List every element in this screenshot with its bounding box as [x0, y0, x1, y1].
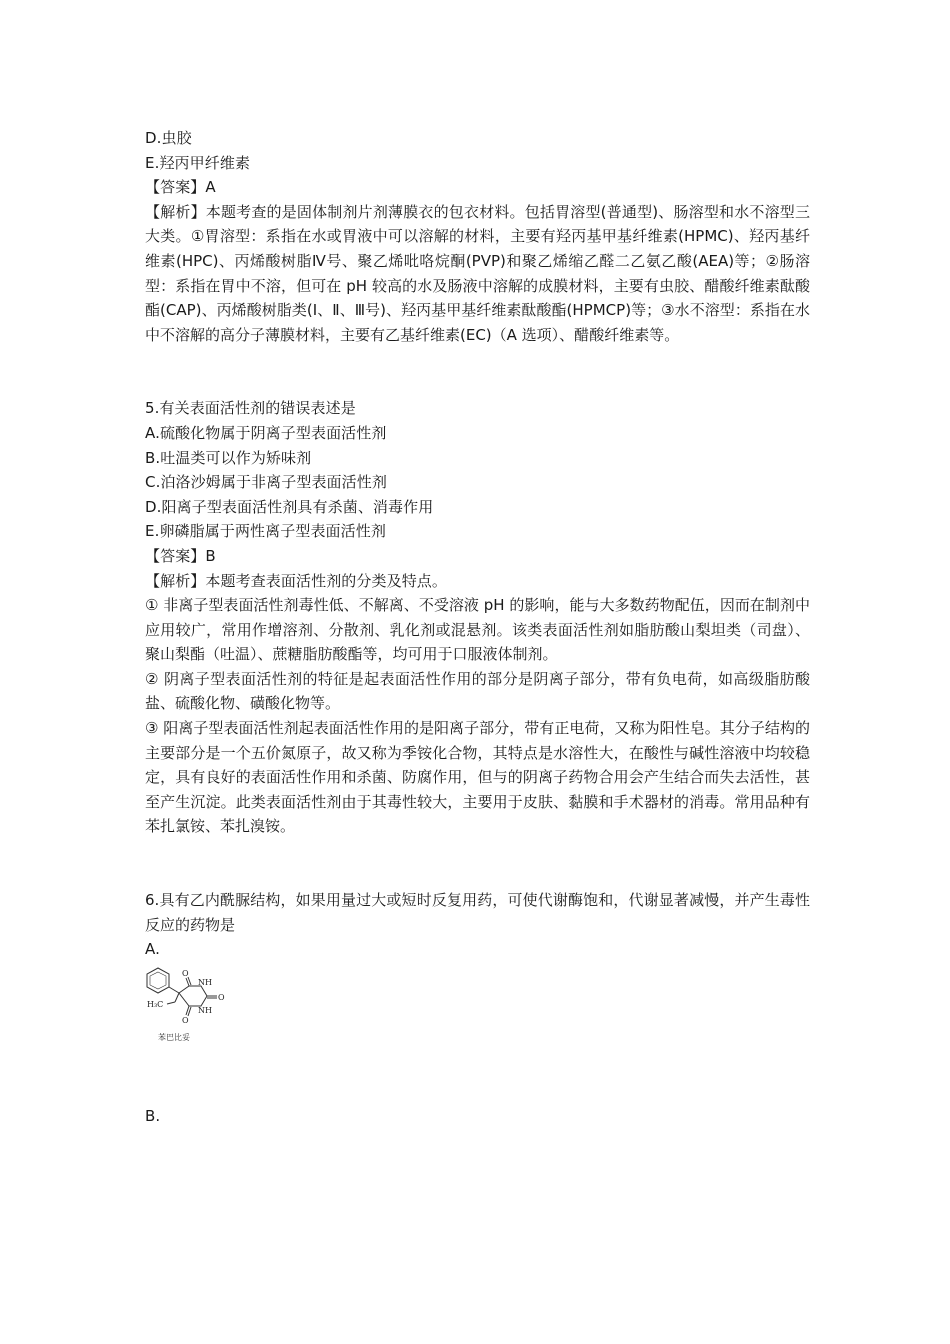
phenobarbital-structure-drawing: [145, 966, 245, 1032]
ethyl-label: H₃C: [147, 999, 164, 1009]
q5-option-d: D.阳离子型表面活性剂具有杀菌、消毒作用: [145, 497, 434, 516]
q5-point-1: ① 非离子型表面活性剂毒性低、不解离、不受溶液 pH 的影响，能与大多数药物配伍，因而在制剂中应用较广，常用作增溶剂、分散剂、乳化剂或混悬剂。该类表面活性剂如脂肪酸山梨坦类（司盘）、聚山梨酯（吐温）、蔗糖脂肪酸酯等，均可用于口服液体制剂。: [145, 596, 810, 664]
q5-explanation-title: 【解析】本题考查表面活性剂的分类及特点。: [145, 571, 448, 590]
q5-answer: 【答案】B: [145, 546, 216, 565]
q5-option-c: C.泊洛沙姆属于非离子型表面活性剂: [145, 473, 387, 492]
q6-option-a: A.: [145, 940, 160, 959]
q6-stem: 6.具有乙内酰脲结构，如果用量过大或短时反复用药，可使代谢酶饱和，代谢显著减慢，并产生毒性反应的药物是: [145, 891, 810, 934]
q4-option-e: E.羟丙甲纤维素: [145, 153, 251, 172]
atom-o-bottom: O: [182, 1015, 189, 1025]
atom-o-right: O: [218, 992, 225, 1002]
q4-option-d: D.虫胶: [145, 129, 192, 147]
q4-answer: 【答案】A: [145, 178, 216, 197]
q5-option-e: E.卵磷脂属于两性离子型表面活性剂: [145, 522, 386, 541]
benzene-inner-ring: [150, 972, 166, 989]
atom-nh-top: NH: [198, 977, 212, 987]
q5-point-3: ③ 阳离子型表面活性剂起表面活性作用的是阳离子部分，带有正电荷，又称为阳性皂。其分子结构的主要部分是一个五价氮原子，故又称为季铵化合物，其特点是水溶性大，在酸性与碱性溶液中均较稳定，具有良好的表面活性作用和杀菌、防腐作用，但与的阴离子药物合用会产生结合而失去活性，甚至产生沉淀。此类表面活性剂由于其毒性较大，主要用于皮肤、黏膜和手术器材的消毒。常用品种有苯扎氯铵、苯扎溴铵。: [145, 719, 810, 836]
q5-option-b: B.吐温类可以作为矫味剂: [145, 448, 312, 467]
q5-option-a: A.硫酸化物属于阴离子型表面活性剂: [145, 423, 387, 442]
atom-o-top: O: [182, 968, 189, 978]
atom-nh-bottom: NH: [198, 1005, 212, 1015]
document-page: [145, 126, 810, 1128]
q5-stem: 5.有关表面活性剂的错误表述是: [145, 399, 356, 418]
structure-caption: 苯巴比妥: [158, 1032, 190, 1042]
q6-option-b: B.: [145, 1106, 161, 1125]
q5-point-2: ② 阴离子型表面活性剂的特征是起表面活性作用的部分是阴离子部分，带有负电荷，如高级脂肪酸盐、硫酸化物、磺酸化物等。: [145, 669, 810, 713]
q4-explanation: 【解析】本题考查的是固体制剂片剂薄膜衣的包衣材料。包括胃溶型(普通型)、肠溶型和水不溶型三大类。①胃溶型：系指在水或胃液中可以溶解的材料，主要有羟丙基甲基纤维素(HPMC)、羟丙基纤维素(HPC)、丙烯酸树脂Ⅳ号、聚乙烯吡咯烷酮(PVP)和聚乙烯缩乙醛二乙氨乙酸(AEA)等；②肠溶型：系指在胃中不溶，但可在 pH 较高的水及肠液中溶解的成膜材料，主要有虫胶、醋酸纤维素酞酸酯(CAP)、丙烯酸树脂类(Ⅰ、Ⅱ、Ⅲ号)、羟丙基甲基纤维素酞酸酯(HPMCP)等；③水不溶型：系指在水中不溶解的高分子薄膜材料，主要有乙基纤维素(EC)（A 选项）、醋酸纤维素等。: [145, 202, 810, 344]
barbiturate-ring: [179, 986, 207, 1006]
phenobarbital-structure-image: [145, 966, 245, 1046]
